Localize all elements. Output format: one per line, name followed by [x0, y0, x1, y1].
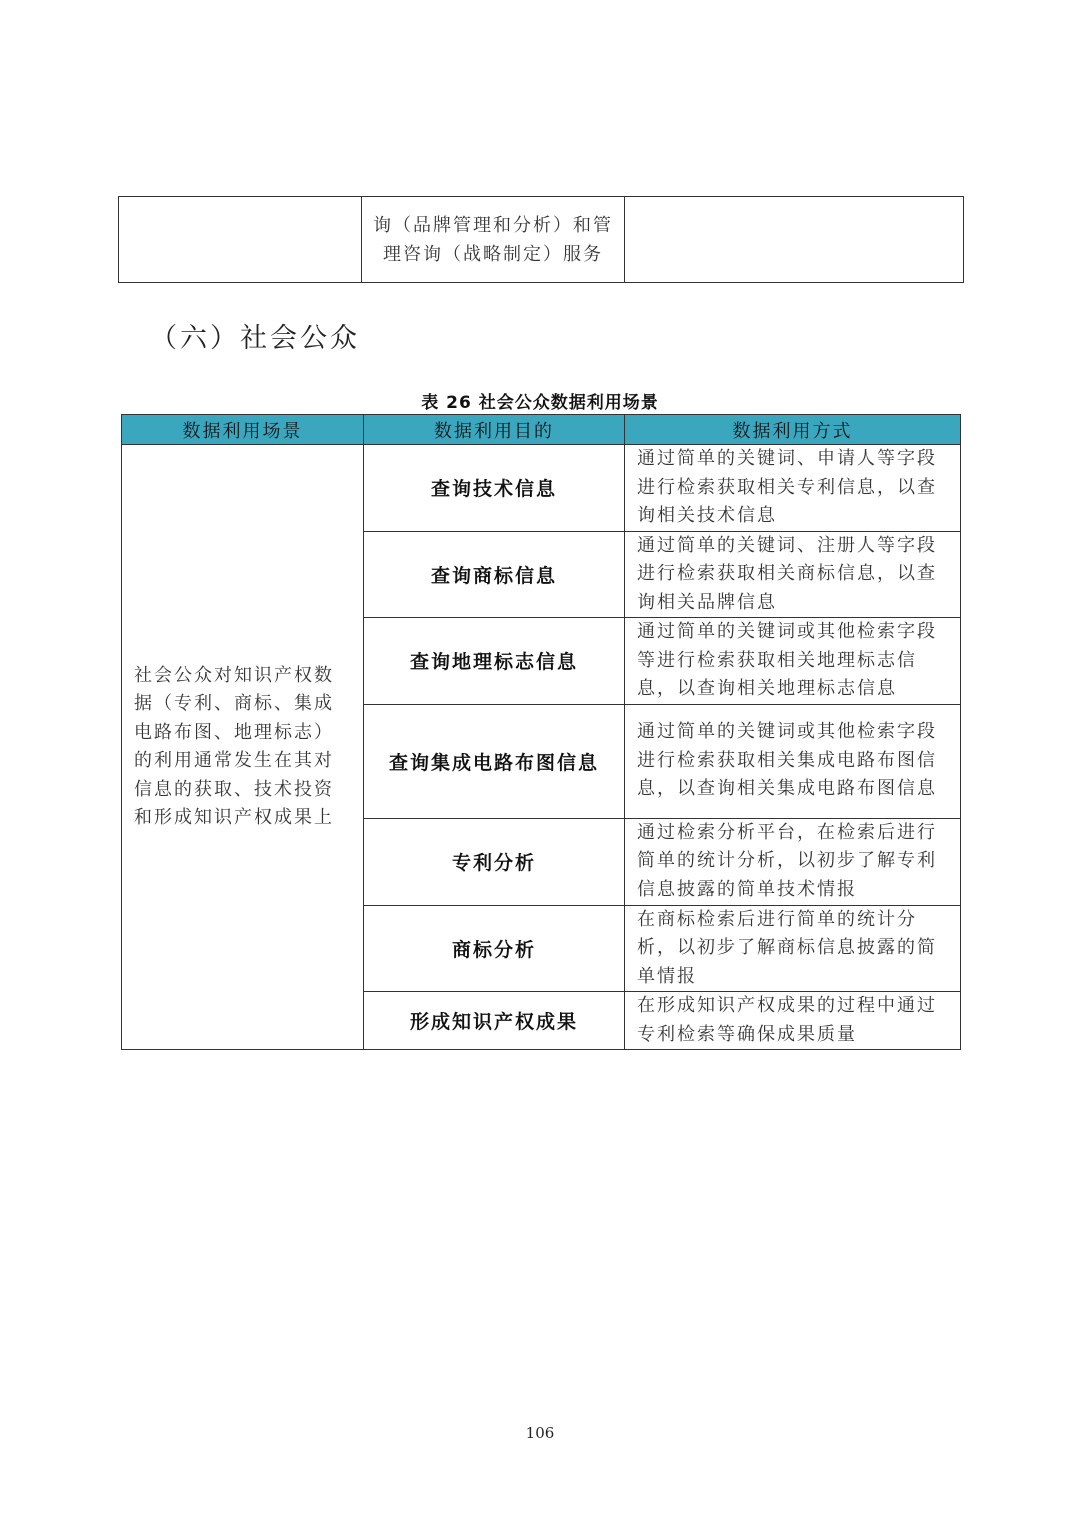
- column-header: 数据利用方式: [625, 415, 961, 445]
- scene-cell: 社会公众对知识产权数据（专利、商标、集成电路布图、地理标志）的利用通常发生在其对信息的获取、技术投资和形成知识产权成果上: [122, 445, 364, 1050]
- table-row: [119, 197, 964, 283]
- method-cell: 通过简单的关键词或其他检索字段等进行检索获取相关地理标志信息，以查询相关地理标志信息: [625, 618, 961, 705]
- table-row: [122, 445, 961, 532]
- purpose-cell: 查询商标信息: [364, 531, 625, 618]
- column-header: 数据利用场景: [122, 415, 364, 445]
- purpose-cell: 商标分析: [364, 905, 625, 992]
- purpose-cell: 专利分析: [364, 818, 625, 905]
- table-header-row: [122, 415, 961, 445]
- purpose-cell: 形成知识产权成果: [364, 992, 625, 1050]
- method-cell: 通过简单的关键词、申请人等字段进行检索获取相关专利信息，以查询相关技术信息: [625, 445, 961, 532]
- table-cell: 询（品牌管理和分析）和管理咨询（战略制定）服务: [362, 197, 625, 283]
- page-number: 106: [525, 1424, 555, 1442]
- column-header: 数据利用目的: [364, 415, 625, 445]
- purpose-cell: 查询集成电路布图信息: [364, 704, 625, 818]
- table-cell: [119, 197, 362, 283]
- purpose-cell: 查询地理标志信息: [364, 618, 625, 705]
- method-cell: 通过检索分析平台，在检索后进行简单的统计分析，以初步了解专利信息披露的简单技术情报: [625, 818, 961, 905]
- table-caption: 表 26 社会公众数据利用场景: [421, 393, 659, 413]
- section-heading: （六）社会公众: [150, 323, 360, 354]
- method-cell: 在形成知识产权成果的过程中通过专利检索等确保成果质量: [625, 992, 961, 1050]
- data-usage-table: [121, 414, 961, 1050]
- previous-table-continuation: [118, 196, 964, 283]
- table-cell: [625, 197, 964, 283]
- method-cell: 通过简单的关键词、注册人等字段进行检索获取相关商标信息，以查询相关品牌信息: [625, 531, 961, 618]
- method-cell: 通过简单的关键词或其他检索字段进行检索获取相关集成电路布图信息，以查询相关集成电路布图信息: [625, 704, 961, 818]
- method-cell: 在商标检索后进行简单的统计分析，以初步了解商标信息披露的简单情报: [625, 905, 961, 992]
- purpose-cell: 查询技术信息: [364, 445, 625, 532]
